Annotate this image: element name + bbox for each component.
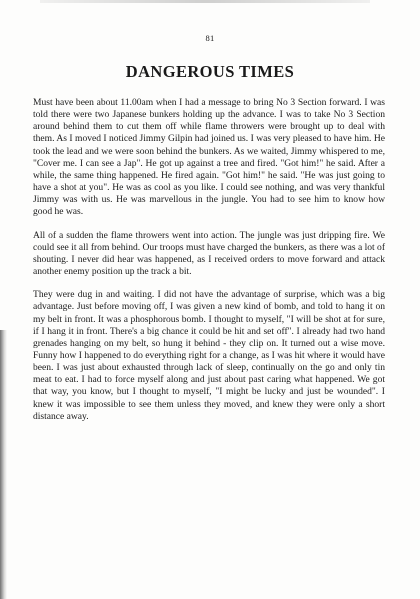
page-number: 81 (205, 33, 215, 43)
paragraph-1: Must have been about 11.00am when I had a message to bring No 3 Section forward. I was told there were two Japanese bunkers holding up the advance. I was to take No 3 Section around behind them to cut them off while flame throwers were brought up to deal with them. As I moved I noticed Jimmy Gilpin had joined us. I was very pleased to have him. He took the lead and we were soon behind the bunkers. As we waited, Jimmy whispered to me, "Cover me. I can see a Jap". He got up against a tree and fired. "Got him!" he said. After a while, the same thing happened. He fired again. "Got him!" he said. "He was just going to have a shot at you". He was as cool as you like. I could see nothing, and was very thankful Jimmy was with us. He was marvellous in the jungle. You had to see him to know how good he was. (33, 97, 385, 218)
top-edge-shadow (40, 0, 370, 3)
paragraph-2: All of a sudden the flame throwers went into action. The jungle was just dripping fire. We could see it all from behind. Our troops must have charged the bunkers, as there was a lot of shouting. I never did hear was happened, as I received orders to move forward and attack another enemy position up the track a bit. (33, 229, 385, 278)
paragraph-3: They were dug in and waiting. I did not have the advantage of surprise, which was a big advantage. Just before moving off, I was given a new kind of bomb, and told to hang it on my belt in front. It was a phosphorous bomb. I thought to myself, "I will be shot at for sure, if I hang it in front. There's a big chance it could be hit and set off". I already had two hand grenades hanging on my belt, so hung it behind - they clip on. It turned out a wise move. Funny how I happened to do everything right for a change, as I was hit where it would have been. I was just about exhausted through lack of sleep, continually on the go and only tin meat to eat. I had to force myself along and just about past caring what happened. We got that way, you know, but I thought to myself, "I might be lucky and just be wounded". I knew it was impossible to see them unless they moved, and knew they were only a short distance away. (33, 289, 385, 422)
spine-shadow (0, 330, 7, 599)
chapter-title: DANGEROUS TIMES (125, 62, 295, 81)
body-text (33, 97, 385, 434)
